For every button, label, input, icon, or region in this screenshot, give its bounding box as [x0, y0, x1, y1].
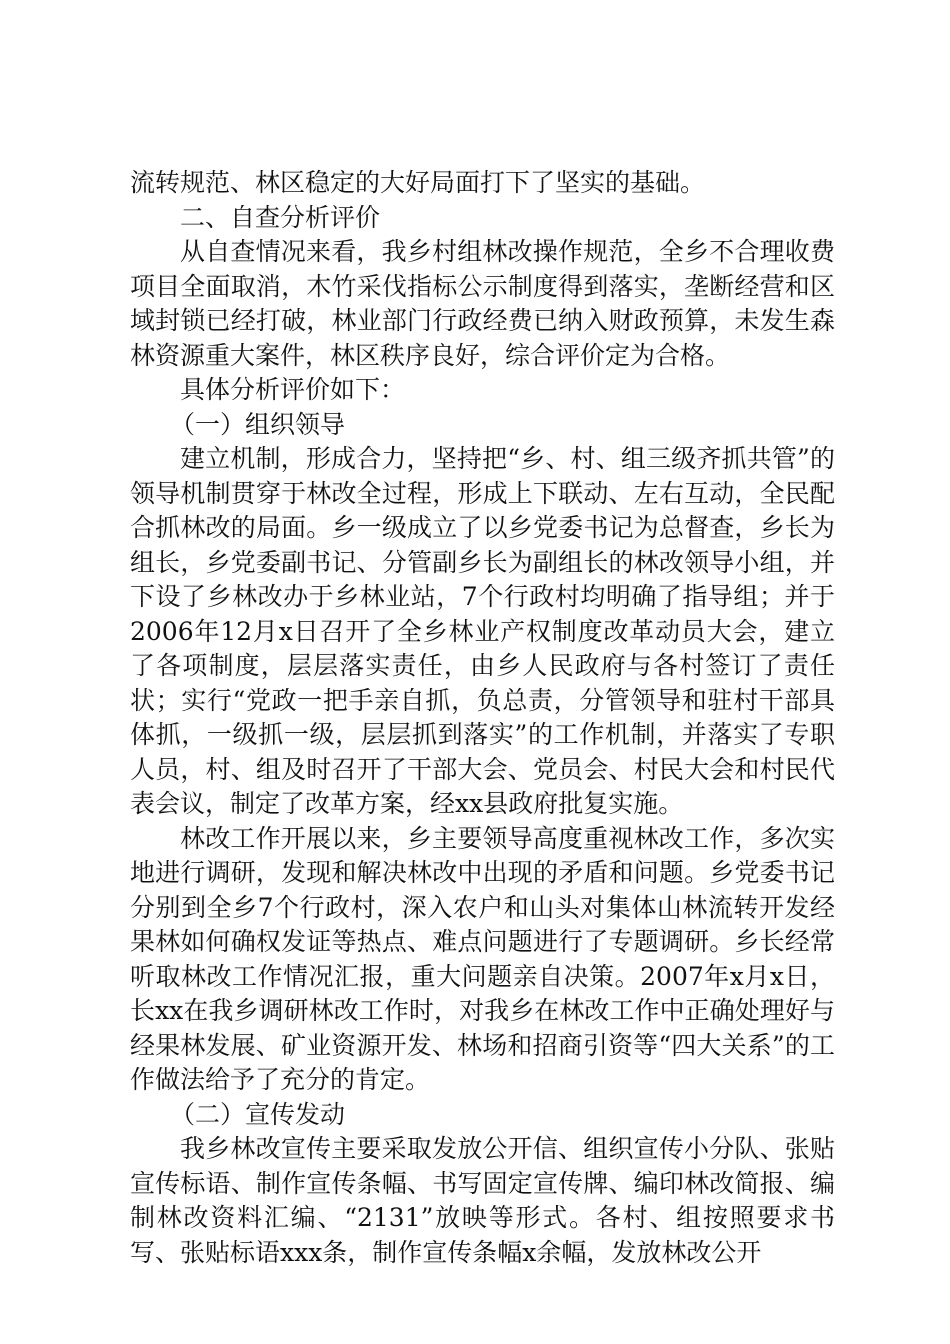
section-heading-self-check: 二、自查分析评价 — [180, 202, 381, 232]
paragraph-analysis-intro: 具体分析评价如下： — [180, 375, 406, 404]
subsection-heading-leadership: （一）组织领导 — [170, 409, 346, 439]
paragraph-leadership-research: 林改工作开展以来，乡主要领导高度重视林改工作，多次实地进行调研，发现和解决林改中出现的矛盾和问题。乡党委书记分别到全乡7个行政村，深入农户和山头对集体山林流转开发经果林如何确权发证等热点、难点问题进行了专题调研。乡长经常听取林改工作情况汇报，重大问题亲自决策。2007年x月x日，长xx在我乡调研林改工作时，对我乡在林改工作中正确处理好与经果林发展、矿业资源开发、林场和招商引资等“四大关系”的工作做法给予了充分的肯定。 — [130, 823, 835, 1094]
paragraph-continuation: 流转规范、林区稳定的大好局面打下了坚实的基础。 — [130, 168, 706, 197]
paragraph-leadership-mechanism: 建立机制，形成合力，坚持把“乡、村、组三级齐抓共管”的领导机制贯穿于林改全过程，形成上下联动、左右互动，全民配合抓林改的局面。乡一级成立了以乡党委书记为总督查，乡长为组长，乡党委副书记、分管副乡长为副组长的林改领导小组，并下设了乡林改办于乡林业站，7个行政村均明确了指导组；并于2006年12月x日召开了全乡林业产权制度改革动员大会，建立了各项制度，层层落实责任，由乡人民政府与各村签订了责任状；实行“党政一把手亲自抓，负总责，分管领导和驻村干部具体抓，一级抓一级，层层抓到落实”的工作机制，并落实了专职人员，村、组及时召开了干部大会、党员会、村民大会和村民代表会议，制定了改革方案，经xx县政府批复实施。 — [130, 444, 835, 818]
subsection-heading-publicity: （二）宣传发动 — [170, 1099, 346, 1129]
paragraph-publicity: 我乡林改宣传主要采取发放公开信、组织宣传小分队、张贴宣传标语、制作宣传条幅、书写固定宣传牌、编印林改简报、编制林改资料汇编、“2131”放映等形式。各村、组按照要求书写、张贴标语xxx条，制作宣传条幅x余幅，发放林改公开 — [130, 1134, 835, 1267]
document-page — [130, 166, 835, 1270]
paragraph-self-check-summary: 从自查情况来看，我乡村组林改操作规范，全乡不合理收费项目全面取消，木竹采伐指标公示制度得到落实，垄断经营和区域封锁已经打破，林业部门行政经费已纳入财政预算，未发生森林资源重大案件，林区秩序良好，综合评价定为合格。 — [130, 237, 835, 370]
